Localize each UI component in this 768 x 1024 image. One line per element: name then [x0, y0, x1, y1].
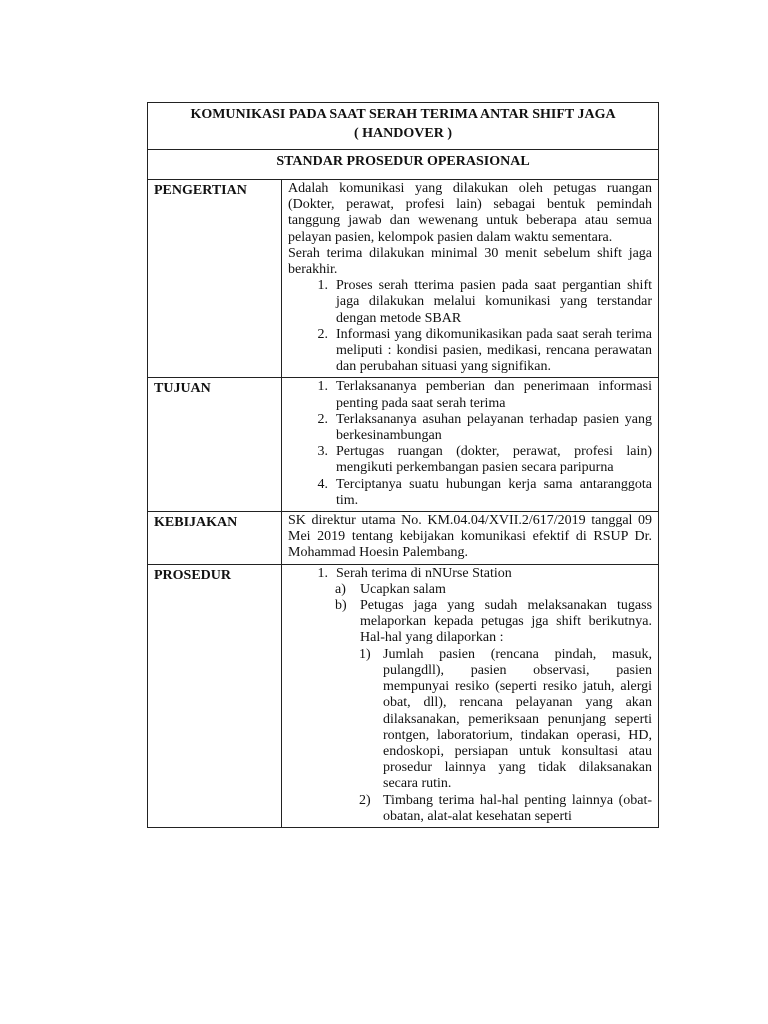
list-item [288, 379, 652, 411]
subtitle-cell [148, 150, 659, 180]
sublist-item [335, 598, 652, 647]
kebijakan-text: SK direktur utama No. KM.04.04/XVII.2/617/2019 tanggal 09 Mei 2019 tentang kebijakan komunikasi efektif di RSUP Dr. Mohammad Hoesin Palembang. [288, 513, 653, 561]
content-tujuan [282, 378, 659, 512]
sublist-text: Ucapkan salam [360, 581, 446, 597]
list-text: Terciptanya suatu hubungan kerja sama antaranggota tim. [336, 476, 653, 508]
label-tujuan: TUJUAN [148, 378, 282, 512]
subsublist-text: Jumlah pasien (rencana pindah, masuk, pulangdll), pasien observasi, pasien mempunyai resiko (seperti resiko jatuh, alergi obat, dll), rencana pelayanan yang akan dilaksanakan, pemeriksaan penunjang seperti rontgen, laboratorium, tindakan operasi, HD, endoskopi, persiapan untuk konsultasi atau prosedur lainnya yang tidak dilaksanakan secara rutin. [383, 646, 653, 792]
title-row [148, 103, 659, 150]
row-pengertian [148, 180, 659, 378]
list-text: Proses serah tterima pasien pada saat pergantian shift jaga dilakukan melalui komunikasi yang terstandar dengan metode SBAR [336, 278, 653, 326]
title-cell [148, 103, 659, 150]
list-number: 3. [317, 444, 328, 460]
pengertian-paragraph-2: Serah terima dilakukan minimal 30 menit sebelum shift jaga berakhir. [288, 245, 653, 278]
label-prosedur: PROSEDUR [148, 564, 282, 827]
document-title: KOMUNIKASI PADA SAAT SERAH TERIMA ANTAR SHIFT JAGA [190, 107, 616, 122]
list-item [288, 278, 652, 327]
subsublist-item [359, 647, 652, 793]
document-title-sub: ( HANDOVER ) [354, 126, 452, 141]
list-item [288, 327, 652, 376]
prosedur-subsublist [335, 647, 652, 825]
list-text: Pertugas ruangan (dokter, perawat, profesi lain) mengikuti perkembangan pasien secara paripurna [336, 444, 653, 476]
subsublist-item [359, 793, 652, 825]
list-text: Informasi yang dikomunikasikan pada saat serah terima meliputi : kondisi pasien, medikasi, rencana perawatan dan perubahan situasi yang signifikan. [336, 326, 653, 375]
content-prosedur [282, 564, 659, 827]
sop-table [147, 102, 659, 828]
subsublist-text: Timbang terima hal-hal penting lainnya (obat-obatan, alat-alat kesehatan seperti [383, 792, 653, 824]
list-number: 2. [317, 326, 328, 342]
tujuan-list [288, 379, 652, 509]
list-text: Serah terima di nNUrse Station [336, 565, 512, 581]
label-kebijakan: KEBIJAKAN [148, 512, 282, 565]
prosedur-sublist [288, 582, 652, 825]
list-text: Terlaksananya asuhan pelayanan terhadap pasien yang berkesinambungan [336, 411, 653, 444]
list-item [288, 566, 652, 582]
content-pengertian [282, 180, 659, 378]
row-prosedur [148, 564, 659, 827]
row-kebijakan [148, 512, 659, 565]
list-number: 1. [317, 565, 328, 581]
sublist-letter: b) [335, 598, 347, 614]
pengertian-list [288, 278, 652, 375]
subsublist-number: 1) [359, 646, 371, 662]
sublist-item [335, 582, 652, 598]
list-item [288, 412, 652, 444]
pengertian-paragraph-1: Adalah komunikasi yang dilakukan oleh petugas ruangan (Dokter, perawat, profesi lain) sebagai bentuk pemindah tanggung jawab dan wewenang untuk beberapa atau semua pelayan pasien, kelompok pasien dalam waktu sementara. [288, 181, 653, 245]
list-item [288, 477, 652, 509]
sublist-text: Petugas jaga yang sudah melaksanakan tugass melaporkan kepada petugas jga shift berikutnya. Hal-hal yang dilaporkan : [360, 598, 653, 646]
sublist-letter: a) [335, 581, 346, 597]
document-subtitle: STANDAR PROSEDUR OPERASIONAL [276, 154, 530, 169]
list-number: 2. [317, 411, 328, 427]
subsublist-number: 2) [359, 792, 371, 808]
list-item [288, 444, 652, 476]
content-kebijakan [282, 512, 659, 565]
subtitle-row [148, 150, 659, 180]
list-number: 1. [317, 278, 328, 294]
list-text: Terlaksananya pemberian dan penerimaan informasi penting pada saat serah terima [336, 379, 653, 411]
list-number: 1. [317, 379, 328, 395]
list-number: 4. [317, 476, 328, 492]
row-tujuan [148, 378, 659, 512]
label-pengertian: PENGERTIAN [148, 180, 282, 378]
